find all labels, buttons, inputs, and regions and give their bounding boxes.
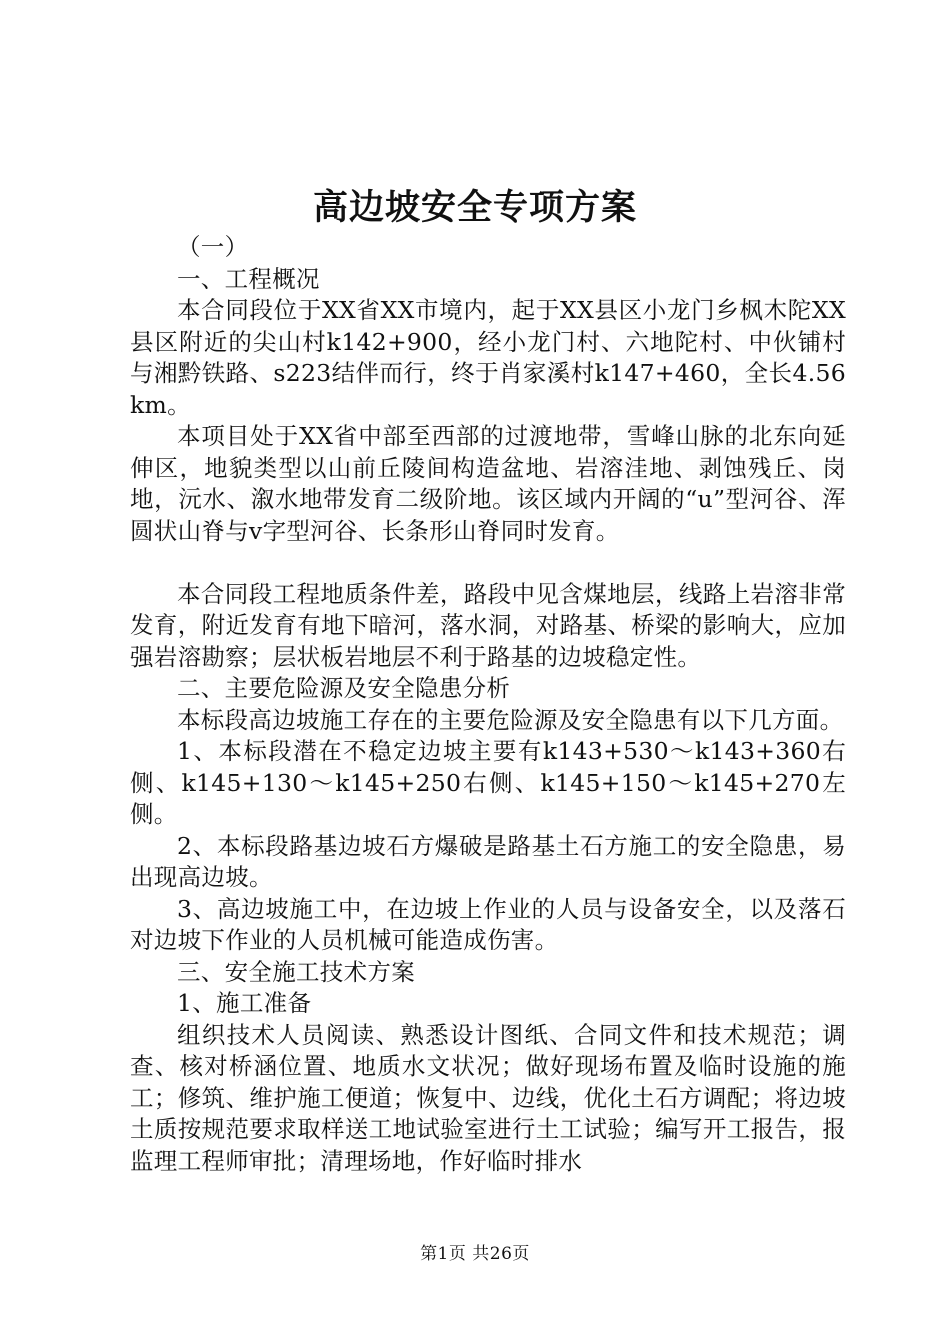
section-label: （一）	[177, 233, 249, 261]
section-heading: 三、安全施工技术方案	[177, 957, 415, 986]
body-paragraph: 本标段高边坡施工存在的主要危险源及安全隐患有以下几方面。	[177, 705, 844, 734]
list-item: 2、本标段路基边坡石方爆破是路基土石方施工的安全隐患，易出现高边坡。	[130, 831, 846, 891]
document-title: 高边坡安全专项方案	[312, 187, 637, 228]
body-paragraph: 本项目处于XX省中部至西部的过渡地带，雪峰山脉的北东向延伸区，地貌类型以山前丘陵间构造盆地、岩溶洼地、剥蚀残丘、岗地，沅水、溆水地带发育二级阶地。该区域内开阔的“u”型河谷、浑圆状山脊与v字型河谷、长条形山脊同时发育。	[130, 422, 846, 545]
page-footer: 第1页 共26页	[420, 1244, 530, 1264]
list-item: 1、本标段潜在不稳定边坡主要有k143+530～k143+360右侧、k145+130～k145+250右侧、k145+150～k145+270左侧。	[130, 737, 846, 828]
document-body	[130, 232, 846, 1177]
body-paragraph: 本合同段工程地质条件差，路段中见含煤地层，线路上岩溶非常发育，附近发育有地下暗河，落水洞，对路基、桥梁的影响大，应加强岩溶勘察；层状板岩地层不利于路基的边坡稳定性。	[130, 579, 846, 671]
section-heading: 一、工程概况	[177, 264, 320, 293]
body-paragraph: 组织技术人员阅读、熟悉设计图纸、合同文件和技术规范；调查、核对桥涵位置、地质水文状况；做好现场布置及临时设施的施工；修筑、维护施工便道；恢复中、边线，优化土石方调配；将边坡土质按规范要求取样送工地试验室进行土工试验；编写开工报告，报监理工程师审批；清理场地，作好临时排水	[130, 1020, 846, 1175]
subsection-heading: 1、施工准备	[177, 989, 312, 1017]
body-paragraph: 本合同段位于XX省XX市境内，起于XX县区小龙门乡枫木陀XX县区附近的尖山村k142+900，经小龙门村、六地陀村、中伙铺村与湘黔铁路、s223结伴而行，终于肖家溪村k147+460，全长4.56km。	[130, 296, 846, 419]
section-heading: 二、主要危险源及安全隐患分析	[177, 674, 511, 702]
list-item: 3、高边坡施工中，在边坡上作业的人员与设备安全，以及落石对边坡下作业的人员机械可能造成伤害。	[130, 894, 846, 954]
